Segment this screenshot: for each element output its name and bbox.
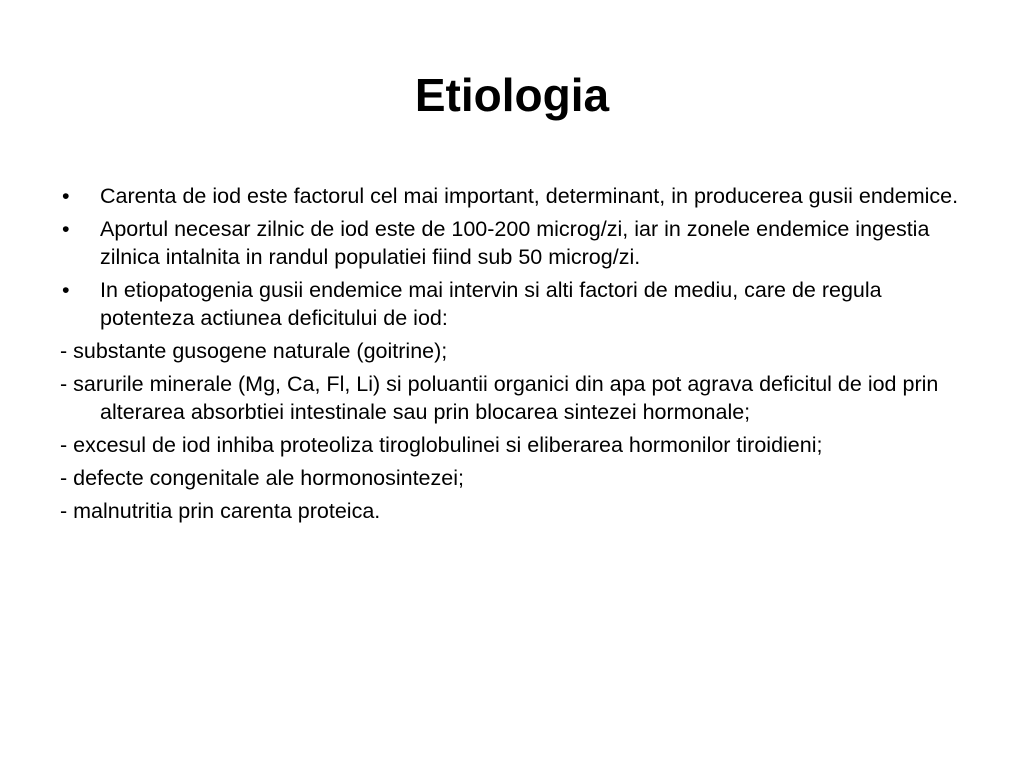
bullet-text: In etiopatogenia gusii endemice mai intervin si alti factori de mediu, care de regula potenteza actiunea deficitului de iod: bbox=[100, 278, 882, 330]
bullet-item bbox=[60, 182, 960, 210]
dash-item: - sarurile minerale (Mg, Ca, Fl, Li) si poluantii organici din apa pot agrava deficitul de iod prin alterarea absorbtiei intestinale sau prin blocarea sintezei hormonale; bbox=[60, 372, 939, 424]
dash-item: - defecte congenitale ale hormonosintezei; bbox=[60, 466, 464, 490]
dash-item: - substante gusogene naturale (goitrine); bbox=[60, 339, 448, 363]
dash-item: - excesul de iod inhiba proteoliza tiroglobulinei si eliberarea hormonilor tiroidieni; bbox=[60, 433, 823, 457]
slide-title: Etiologia bbox=[414, 69, 610, 121]
bullet-text: Carenta de iod este factorul cel mai important, determinant, in producerea gusii endemice. bbox=[100, 184, 959, 208]
bullet-item bbox=[60, 276, 960, 332]
dash-item: - malnutritia prin carenta proteica. bbox=[60, 499, 381, 523]
slide-body bbox=[60, 182, 960, 530]
bullet-text: Aportul necesar zilnic de iod este de 100-200 microg/zi, iar in zonele endemice ingestia zilnica intalnita in randul populatiei fiind sub 50 microg/zi. bbox=[100, 217, 930, 269]
bullet-dot-icon: • bbox=[62, 278, 70, 302]
bullet-item bbox=[60, 215, 960, 271]
bullet-dot-icon: • bbox=[62, 184, 70, 208]
bullet-dot-icon: • bbox=[62, 217, 70, 241]
